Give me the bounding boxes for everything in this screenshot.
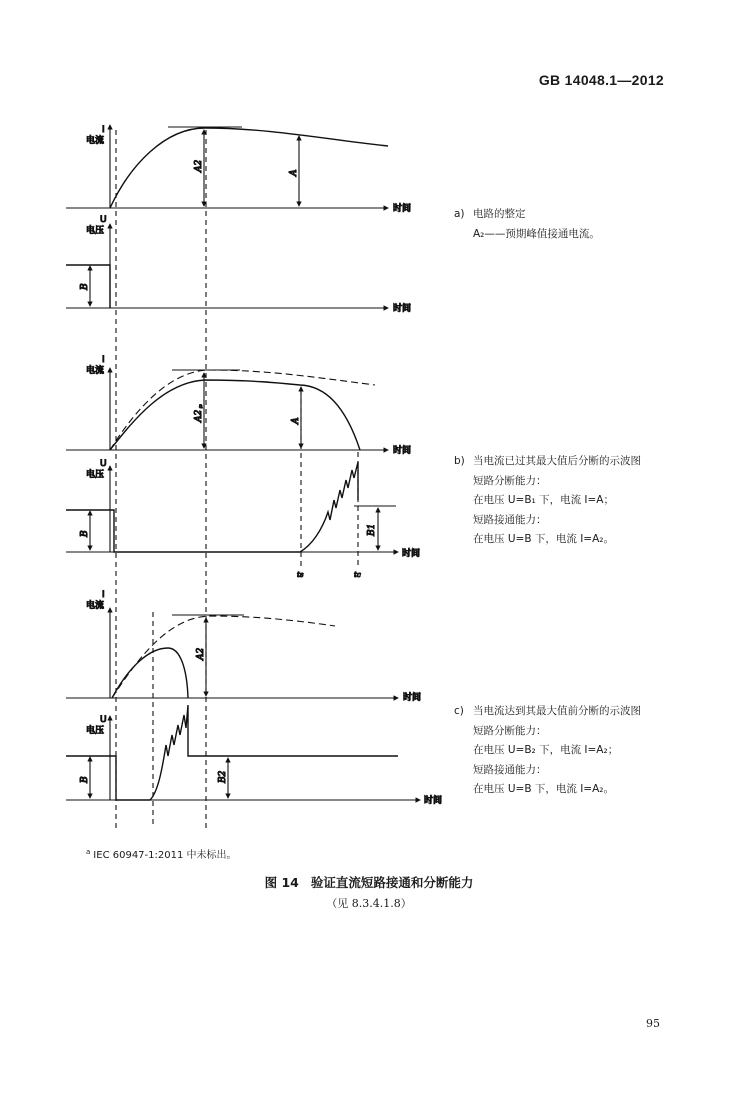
footnote-text: IEC 60947-1:2011 中未标出。 xyxy=(93,850,237,861)
caption-tag: b) xyxy=(454,455,465,467)
voltage-symbol: U xyxy=(100,715,107,725)
time-label: 时间 xyxy=(393,304,412,314)
voltage-symbol: U xyxy=(100,459,107,469)
caption-line: 在电压 U=B 下，电流 I=A₂。 xyxy=(473,533,614,545)
figure-number: 图 14 xyxy=(264,875,299,890)
voltage-label: 电压 xyxy=(86,470,105,480)
voltage-symbol: U xyxy=(100,215,107,225)
caption-title: 当电流已过其最大值后分断的示波图 xyxy=(473,455,641,467)
footnote xyxy=(86,846,237,861)
caption-line: 短路分断能力： xyxy=(473,474,547,487)
caption-a xyxy=(454,205,600,244)
caption-line: A₂——预期峰值接通电流。 xyxy=(473,227,600,240)
figure-title xyxy=(0,873,738,891)
time-label: 时间 xyxy=(402,549,421,559)
ts-label: ts xyxy=(297,571,304,579)
caption-line: 短路分断能力： xyxy=(473,724,547,737)
current-symbol: I xyxy=(102,355,105,365)
current-symbol: I xyxy=(102,125,105,135)
caption-tag: a) xyxy=(454,208,465,220)
caption-line: 在电压 U=B₁ 下，电流 I=A； xyxy=(473,494,614,506)
A2-label: A2 xyxy=(196,647,206,660)
figure-reference: （见 8.3.4.1.8） xyxy=(326,897,412,910)
A2-label: A2 xyxy=(194,159,204,172)
caption-title: 当电流达到其最大值前分断的示波图 xyxy=(473,705,641,717)
standard-code: GB 14048.1—2012 xyxy=(538,72,664,88)
time-label: 时间 xyxy=(424,796,443,806)
figure-title-text: 验证直流短路接通和分断能力 xyxy=(310,875,474,890)
caption-line: 在电压 U=B₂ 下，电流 I=A₂； xyxy=(473,744,619,756)
B-label: B xyxy=(80,283,90,290)
caption-c xyxy=(454,702,641,800)
panel-a xyxy=(66,125,411,314)
voltage-label: 电压 xyxy=(86,726,105,736)
time-label: 时间 xyxy=(393,204,412,214)
B-label: B xyxy=(80,776,90,783)
current-symbol: I xyxy=(102,590,105,600)
current-label: 电流 xyxy=(86,601,105,611)
caption-b xyxy=(454,452,641,550)
caption-tag: c) xyxy=(454,705,464,717)
page-number: 95 xyxy=(646,1017,660,1030)
tc-label: tc xyxy=(354,571,361,579)
time-label: 时间 xyxy=(403,693,422,703)
prospective-curve-b xyxy=(110,370,375,450)
time-label: 时间 xyxy=(393,446,412,456)
caption-line: 在电压 U=B 下，电流 I=A₂。 xyxy=(473,783,614,795)
current-curve-a xyxy=(110,128,388,208)
caption-title: 电路的整定 xyxy=(473,208,526,220)
actual-curve-c xyxy=(112,648,188,698)
current-label: 电流 xyxy=(86,136,105,146)
caption-line: 短路接通能力： xyxy=(473,763,547,776)
current-label: 电流 xyxy=(86,366,105,376)
B-label: B xyxy=(80,530,90,537)
A2-label: A2 xyxy=(194,409,204,422)
footnote-marker: a xyxy=(86,847,91,856)
panel-c xyxy=(66,130,442,828)
panel-b xyxy=(66,355,420,579)
B1-label: B1 xyxy=(367,523,377,536)
voltage-label: 电压 xyxy=(86,226,105,236)
B2-label: B2 xyxy=(218,770,228,783)
A-label: A xyxy=(291,417,301,424)
A-label: A xyxy=(289,169,299,176)
actual-curve-b xyxy=(110,380,360,450)
A2-note-marker: a xyxy=(199,403,203,410)
caption-line: 短路接通能力： xyxy=(473,513,547,526)
